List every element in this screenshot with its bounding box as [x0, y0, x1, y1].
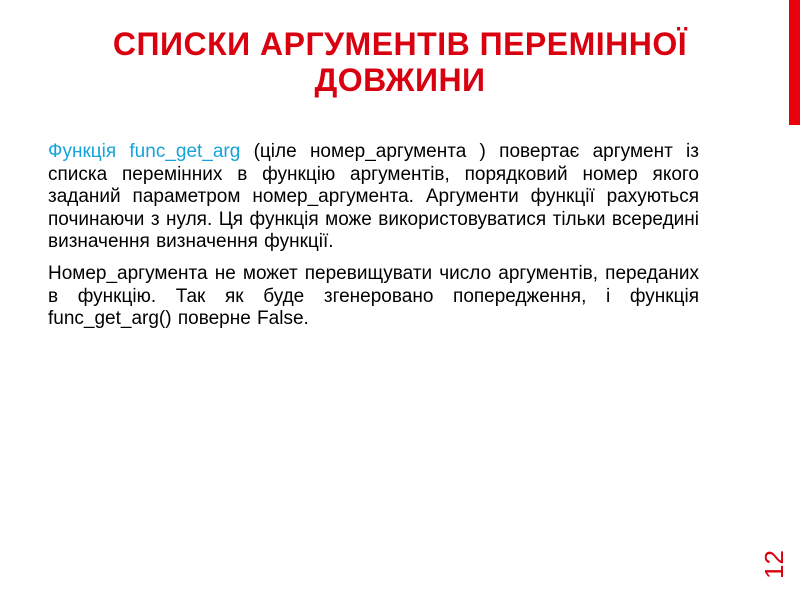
paragraph-1-text: (ціле номер_аргумента ) повертає аргумент із списка перемінних в функцію аргументів, порядковий номер якого заданий параметром номер_аргумента. Аргументи функції рахуються починаючи з нуля. Ця функція може використовуватися тільки всередині визначення визначення функції.: [48, 141, 699, 253]
slide-title: СПИСКИ АРГУМЕНТІВ ПЕРЕМІННОЇ ДОВЖИНИ: [112, 26, 688, 98]
function-name-highlight: Функція func_get_arg: [48, 141, 241, 162]
slide-body: [48, 141, 699, 340]
paragraph-1: [48, 141, 699, 254]
accent-bar: [789, 0, 800, 125]
paragraph-2: Номер_аргумента не может перевищувати число аргументів, переданих в функцію. Так як буде згенеровано попередження, і функція func_get_arg() поверне False.: [48, 262, 699, 330]
slide-number: 12: [759, 550, 789, 580]
